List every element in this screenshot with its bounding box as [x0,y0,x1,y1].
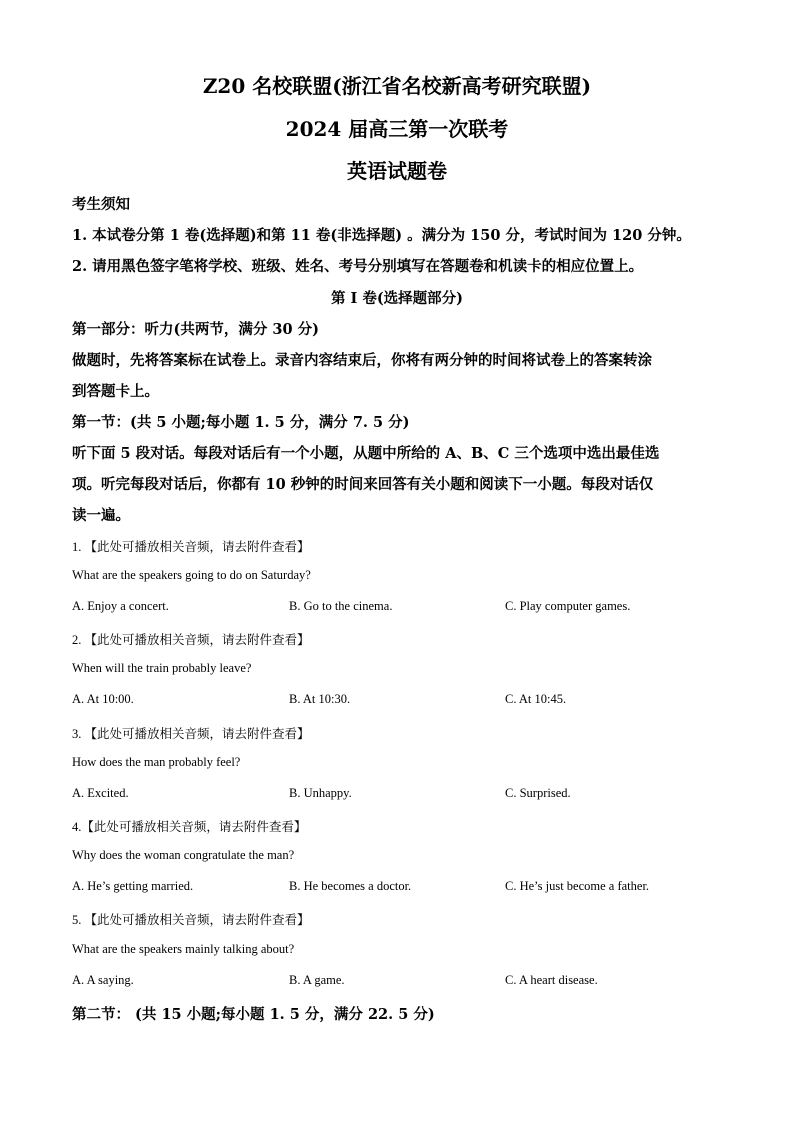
option-c: C. Surprised. [505,786,571,800]
section1-instructions-line: 项。听完每段对话后，你都有 10 秒钟的时间来回答有关小题和阅读下一小题。每段对话仅 [72,476,654,493]
section1-heading: 第一节：(共 5 小题;每小题 1. 5 分，满分 7. 5 分) [72,414,410,431]
question-text: What are the speakers mainly talking about? [72,942,295,956]
section1-instructions-line: 读一遍。 [72,507,130,524]
option-b: B. He becomes a doctor. [289,879,412,893]
option-a: A. At 10:00. [72,692,134,706]
option-b: B. Unhappy. [289,786,352,800]
option-c: C. At 10:45. [505,692,567,706]
audio-placeholder-link[interactable]: 4.【此处可播放相关音频，请去附件查看】 [72,820,307,834]
notice-item-2: 2. 请用黑色签字笔将学校、班级、姓名、考号分别填写在答题卷和机读卡的相应位置上。 [72,258,644,275]
audio-placeholder-link[interactable]: 1. 【此处可播放相关音频，请去附件查看】 [72,540,310,554]
option-c: C. Play computer games. [505,599,631,613]
question-text: Why does the woman congratulate the man? [72,848,295,862]
option-a: A. Enjoy a concert. [72,599,169,613]
audio-placeholder-link[interactable]: 3. 【此处可播放相关音频，请去附件查看】 [72,727,310,741]
notice-item-1: 1. 本试卷分第 1 卷(选择题)和第 11 卷(非选择题) 。满分为 150 分，考试时间为 120 分钟。 [72,227,691,244]
option-a: A. He’s getting married. [72,879,194,893]
option-b: B. At 10:30. [289,692,351,706]
volume-heading: 第 I 卷(选择题部分) [330,290,464,307]
question-text: When will the train probably leave? [72,661,252,675]
audio-placeholder-link[interactable]: 2. 【此处可播放相关音频，请去附件查看】 [72,633,310,647]
option-a: A. Excited. [72,786,129,800]
notice-heading: 考生须知 [72,196,130,213]
exam-subtitle: 2024 届高三第一次联考 [285,117,509,141]
question-text: What are the speakers going to do on Saturday? [72,568,311,582]
section1-instructions-line: 听下面 5 段对话。每段对话后有一个小题，从题中所给的 A、B、C 三个选项中选出最佳选 [72,445,660,462]
option-b: B. Go to the cinema. [289,599,393,613]
option-c: C. A heart disease. [505,973,598,987]
option-b: B. A game. [289,973,345,987]
exam-title: Z20 名校联盟(浙江省名校新高考研究联盟) [202,74,592,98]
exam-subject-title: 英语试题卷 [347,159,447,183]
audio-placeholder-link[interactable]: 5. 【此处可播放相关音频，请去附件查看】 [72,913,310,927]
part1-instructions-line: 做题时，先将答案标在试卷上。录音内容结束后，你将有两分钟的时间将试卷上的答案转涂 [72,352,652,369]
part1-instructions-line: 到答题卡上。 [72,383,159,400]
section2-heading: 第二节： (共 15 小题;每小题 1. 5 分，满分 22. 5 分) [72,1006,435,1023]
option-c: C. He’s just become a father. [505,879,650,893]
part1-heading: 第一部分：听力(共两节，满分 30 分) [72,321,319,338]
option-a: A. A saying. [72,973,134,987]
question-text: How does the man probably feel? [72,755,241,769]
